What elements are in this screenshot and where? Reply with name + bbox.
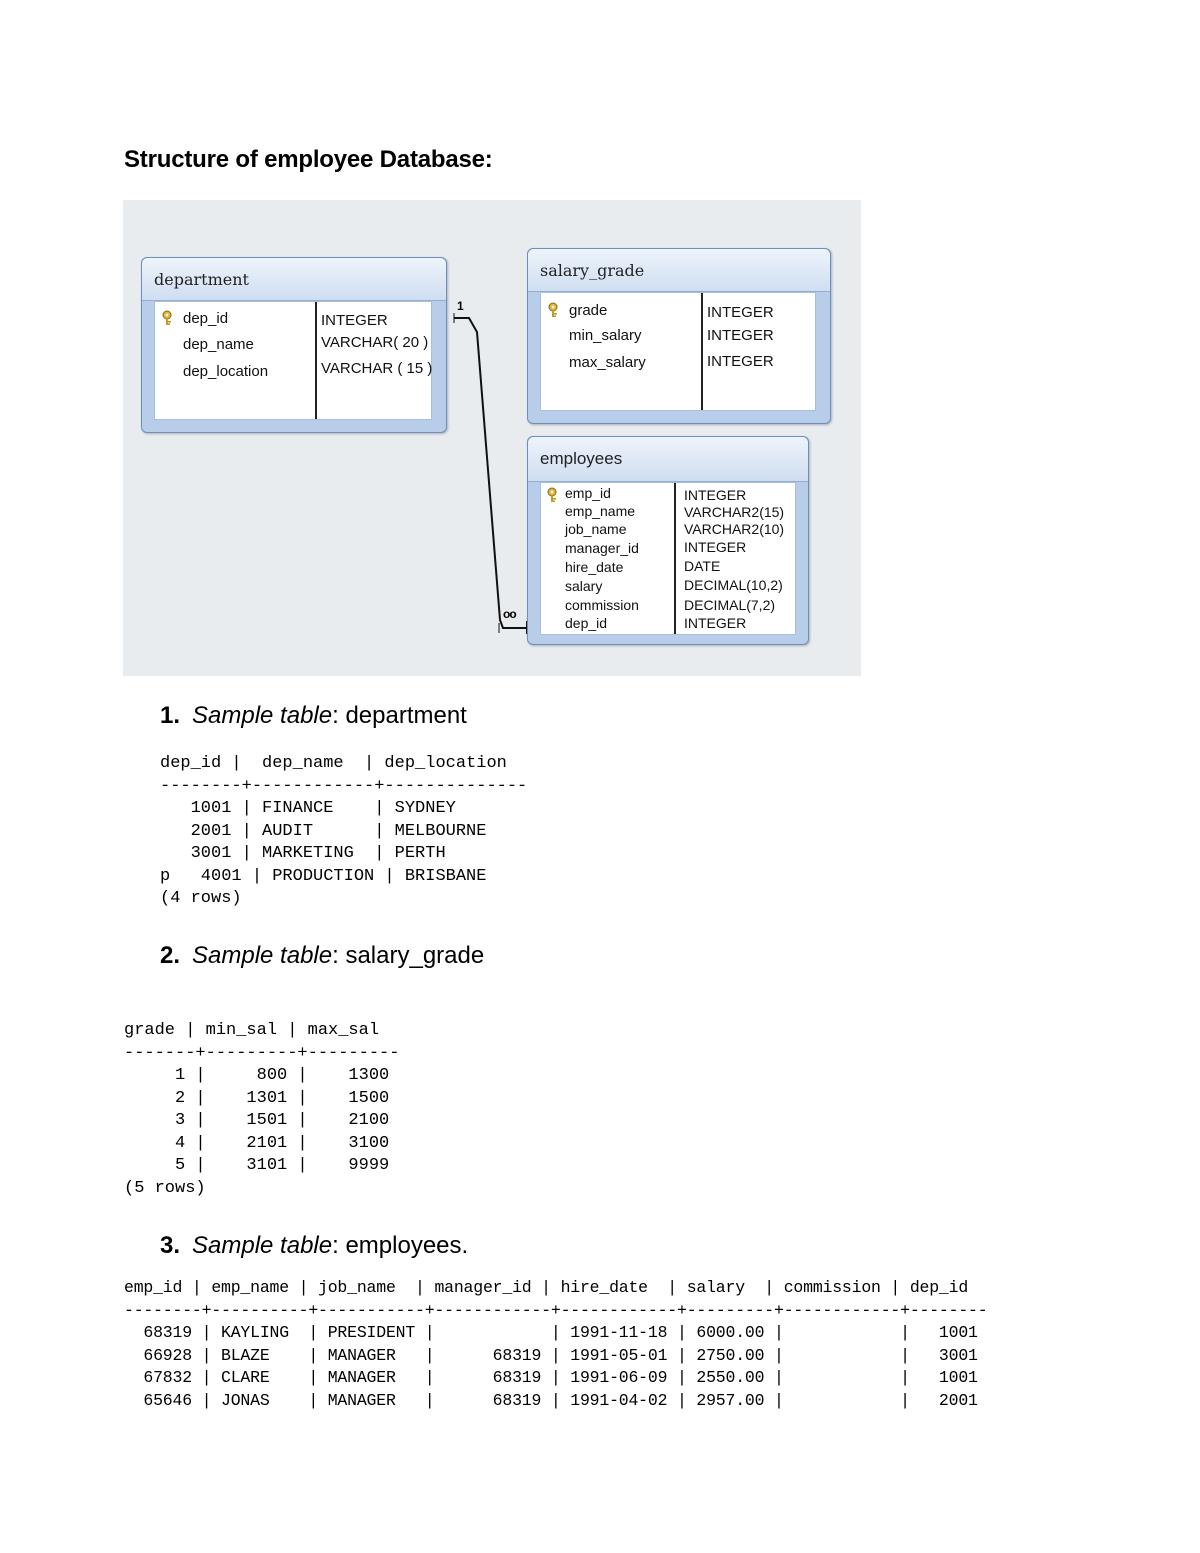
department-entity <box>141 257 447 433</box>
section-number: 1. <box>160 702 181 729</box>
field-name: max_salary <box>569 354 646 371</box>
section-label-rest: : employees. <box>332 1232 469 1259</box>
section-label-italic: Sample table <box>192 942 333 969</box>
primary-key-icon <box>160 310 174 326</box>
page-title: Structure of employee Database: <box>124 146 493 173</box>
section-number: 2. <box>160 942 181 969</box>
field-name: hire_date <box>565 559 624 575</box>
field-type: VARCHAR2(10) <box>684 521 785 537</box>
employees-entity-title: employees <box>540 449 623 468</box>
er-diagram <box>123 200 861 676</box>
field-name: manager_id <box>565 540 639 556</box>
field-type: DECIMAL(10,2) <box>684 577 783 593</box>
salary-grade-sample-table: grade | min_sal | max_sal -------+---------+--------- 1 | 800 | 1300 2 | 1301 | 1500 3 | 1501 | 2100 4 | 2101 | 3100 5 | 3101 | 9999 (5 rows) <box>124 1021 400 1198</box>
field-type: INTEGER <box>684 487 747 503</box>
salary-grade-entity-title: salary_grade <box>540 261 645 280</box>
field-type: DECIMAL(7,2) <box>684 597 776 613</box>
field-type: INTEGER <box>707 353 774 370</box>
employees-entity <box>527 436 809 645</box>
section-label-italic: Sample table <box>192 1232 333 1259</box>
field-type: VARCHAR( 20 ) <box>321 334 429 351</box>
section-label-italic: Sample table <box>192 702 333 729</box>
field-type: VARCHAR2(15) <box>684 504 785 520</box>
field-name: grade <box>569 302 608 319</box>
department-entity-title: department <box>154 270 249 289</box>
salary-grade-entity <box>527 248 831 424</box>
field-type: INTEGER <box>684 615 747 631</box>
primary-key-icon <box>545 487 559 503</box>
field-name: dep_id <box>183 310 229 327</box>
field-name: emp_id <box>565 485 611 501</box>
field-name: min_salary <box>569 327 642 344</box>
relation-many-label: oo <box>503 607 516 621</box>
section-number: 3. <box>160 1232 181 1259</box>
field-name: commission <box>565 597 639 613</box>
field-type: INTEGER <box>321 312 388 329</box>
field-type: INTEGER <box>707 304 774 321</box>
field-type: VARCHAR ( 15 ) <box>321 360 433 377</box>
employees-sample-table: emp_id | emp_name | job_name | manager_id | hire_date | salary | commission | dep_id --------+----------+-----------+------------+------------+---------+------------+-------- 68319 | KAYLING | PRESIDENT | | 1991-11-18 | 6000.00 | | 1001 66928 | BLAZE | MANAGER | 68319 | 1991-05-01 | 2750.00 | | 3001 67832 | CLARE | MANAGER | 68319 | 1991-06-09 | 2550.00 | | 1001 65646 | JONAS | MANAGER | 68319 | 1991-04-02 | 2957.00 | | 2001 <box>124 1278 988 1410</box>
relation-one-label: 1 <box>457 299 464 313</box>
field-type: DATE <box>684 558 721 574</box>
field-type: INTEGER <box>684 539 747 555</box>
section-label-rest: : salary_grade <box>332 942 485 969</box>
field-name: dep_name <box>183 336 254 353</box>
section-label-rest: : department <box>332 702 467 729</box>
primary-key-icon <box>546 302 560 318</box>
department-sample-table: dep_id | dep_name | dep_location --------+------------+-------------- 1001 | FINANCE | SYDNEY 2001 | AUDIT | MELBOURNE 3001 | MARKETING | PERTH p 4001 | PRODUCTION | BRISBANE (4 rows) <box>160 754 528 908</box>
section-heading <box>160 702 467 730</box>
section-heading <box>160 1232 468 1260</box>
field-name: job_name <box>565 521 627 537</box>
field-name: dep_id <box>565 615 608 631</box>
section-heading <box>160 942 484 970</box>
field-name: emp_name <box>565 503 636 519</box>
field-name: dep_location <box>183 363 269 380</box>
field-type: INTEGER <box>707 327 774 344</box>
field-name: salary <box>565 578 603 594</box>
